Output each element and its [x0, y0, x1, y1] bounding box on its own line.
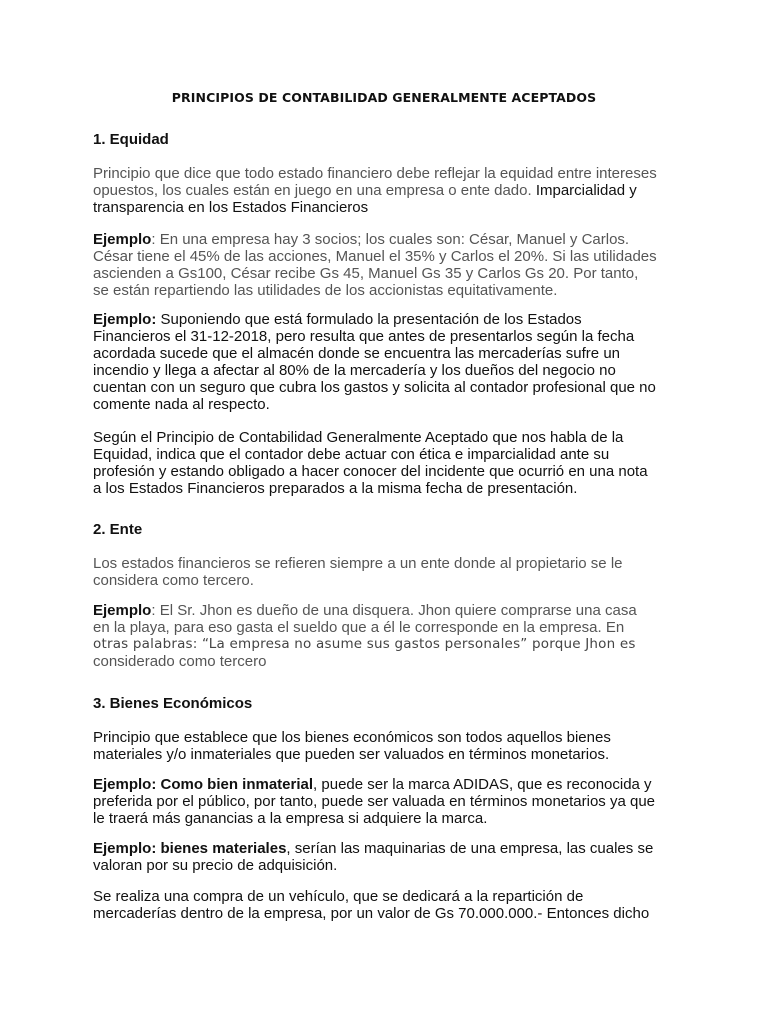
- text-line: Equidad, indica que el contador debe actuar con ética e imparcialidad ante su: [93, 446, 610, 463]
- text-line: valoran por su precio de adquisición.: [93, 857, 338, 874]
- section-heading-equidad: 1. Equidad: [93, 131, 169, 148]
- text-line: otras palabras: “La empresa no asume sus gastos personales” porque Jhon es: [93, 636, 636, 652]
- section-heading-ente: 2. Ente: [93, 521, 143, 538]
- text-line: incendio y llega a afectar al 80% de la mercadería y los dueños del negocio no: [93, 362, 616, 379]
- equidad-conclusion: [93, 429, 683, 497]
- text-run: , serían las maquinarias de una empresa, las cuales se: [286, 840, 654, 857]
- equidad-example-2: [93, 311, 683, 413]
- text-line: comente nada al respecto.: [93, 396, 270, 413]
- text-line: [93, 311, 683, 328]
- example-label: Ejemplo: [93, 231, 152, 248]
- text-run: Suponiendo que está formulado la presentación de los Estados: [160, 311, 582, 328]
- text-run: : El Sr. Jhon es dueño de una disquera. Jhon quiere comprarse una casa: [151, 602, 637, 619]
- text-line: a los Estados Financieros preparados a la misma fecha de presentación.: [93, 480, 578, 497]
- text-line: [93, 840, 683, 857]
- bienes-purchase-paragraph: [93, 888, 683, 922]
- text-line: César tiene el 45% de las acciones, Manuel el 35% y Carlos el 20%. Si las utilidades: [93, 248, 657, 265]
- text-run: : En una empresa hay 3 socios; los cuales son: César, Manuel y Carlos.: [151, 231, 630, 248]
- text-run: Imparcialidad y: [535, 182, 637, 199]
- text-line: considera como tercero.: [93, 572, 254, 589]
- text-line: profesión y estando obligado a hacer conocer del incidente que ocurrió en una nota: [93, 463, 648, 480]
- bienes-definition: [93, 729, 683, 763]
- text-line: [93, 776, 683, 793]
- bienes-example-inmaterial: [93, 776, 683, 827]
- text-line: Los estados financieros se refieren siempre a un ente donde al propietario se le: [93, 555, 623, 572]
- document-title: PRINCIPIOS DE CONTABILIDAD GENERALMENTE ACEPTADOS: [171, 90, 597, 105]
- example-label: Ejemplo: Como bien inmaterial: [93, 776, 314, 793]
- bienes-example-material: [93, 840, 683, 874]
- example-label: Ejemplo:: [93, 311, 157, 328]
- text-line: Financieros el 31-12-2018, pero resulta que antes de presentarlos según la fecha: [93, 328, 635, 345]
- text-line: [93, 231, 683, 248]
- text-line: Principio que establece que los bienes económicos son todos aquellos bienes: [93, 729, 611, 746]
- text-line: Principio que dice que todo estado financiero debe reflejar la equidad entre intereses: [93, 165, 657, 182]
- text-line: acordada sucede que el almacén donde se encuentra las mercaderías sufre un: [93, 345, 620, 362]
- text-line: [93, 602, 683, 619]
- text-line: considerado como tercero: [93, 653, 267, 670]
- text-line: le traerá más ganancias a la empresa si adquiere la marca.: [93, 810, 488, 827]
- text-line: materiales y/o inmateriales que pueden ser valuados en términos monetarios.: [93, 746, 610, 763]
- text-run: , puede ser la marca ADIDAS, que es reconocida y: [313, 776, 652, 793]
- text-line: mercaderías dentro de la empresa, por un valor de Gs 70.000.000.- Entonces dicho: [93, 905, 650, 922]
- text-run: opuestos, los cuales están en juego en una empresa o ente dado.: [93, 182, 532, 199]
- text-line: en la playa, para eso gasta el sueldo que a él le corresponde en la empresa. En: [93, 619, 625, 636]
- text-line: Se realiza una compra de un vehículo, que se dedicará a la repartición de: [93, 888, 584, 905]
- ente-definition: [93, 555, 683, 589]
- ente-example: [93, 602, 683, 670]
- text-line: Según el Principio de Contabilidad Generalmente Aceptado que nos habla de la: [93, 429, 624, 446]
- equidad-example-1: [93, 231, 683, 299]
- text-line: [93, 182, 683, 199]
- text-line: se están repartiendo las utilidades de los accionistas equitativamente.: [93, 282, 558, 299]
- text-line: cuentan con un seguro que cubra los gastos y solicita al contador profesional que no: [93, 379, 656, 396]
- text-line: ascienden a Gs100, César recibe Gs 45, Manuel Gs 35 y Carlos Gs 20. Por tanto,: [93, 265, 639, 282]
- text-line: transparencia en los Estados Financieros: [93, 199, 369, 216]
- section-heading-bienes: 3. Bienes Económicos: [93, 695, 253, 712]
- equidad-definition: [93, 165, 683, 216]
- example-label: Ejemplo: bienes materiales: [93, 840, 287, 857]
- text-line: preferida por el público, por tanto, puede ser valuada en términos monetarios ya que: [93, 793, 656, 810]
- example-label: Ejemplo: [93, 602, 152, 619]
